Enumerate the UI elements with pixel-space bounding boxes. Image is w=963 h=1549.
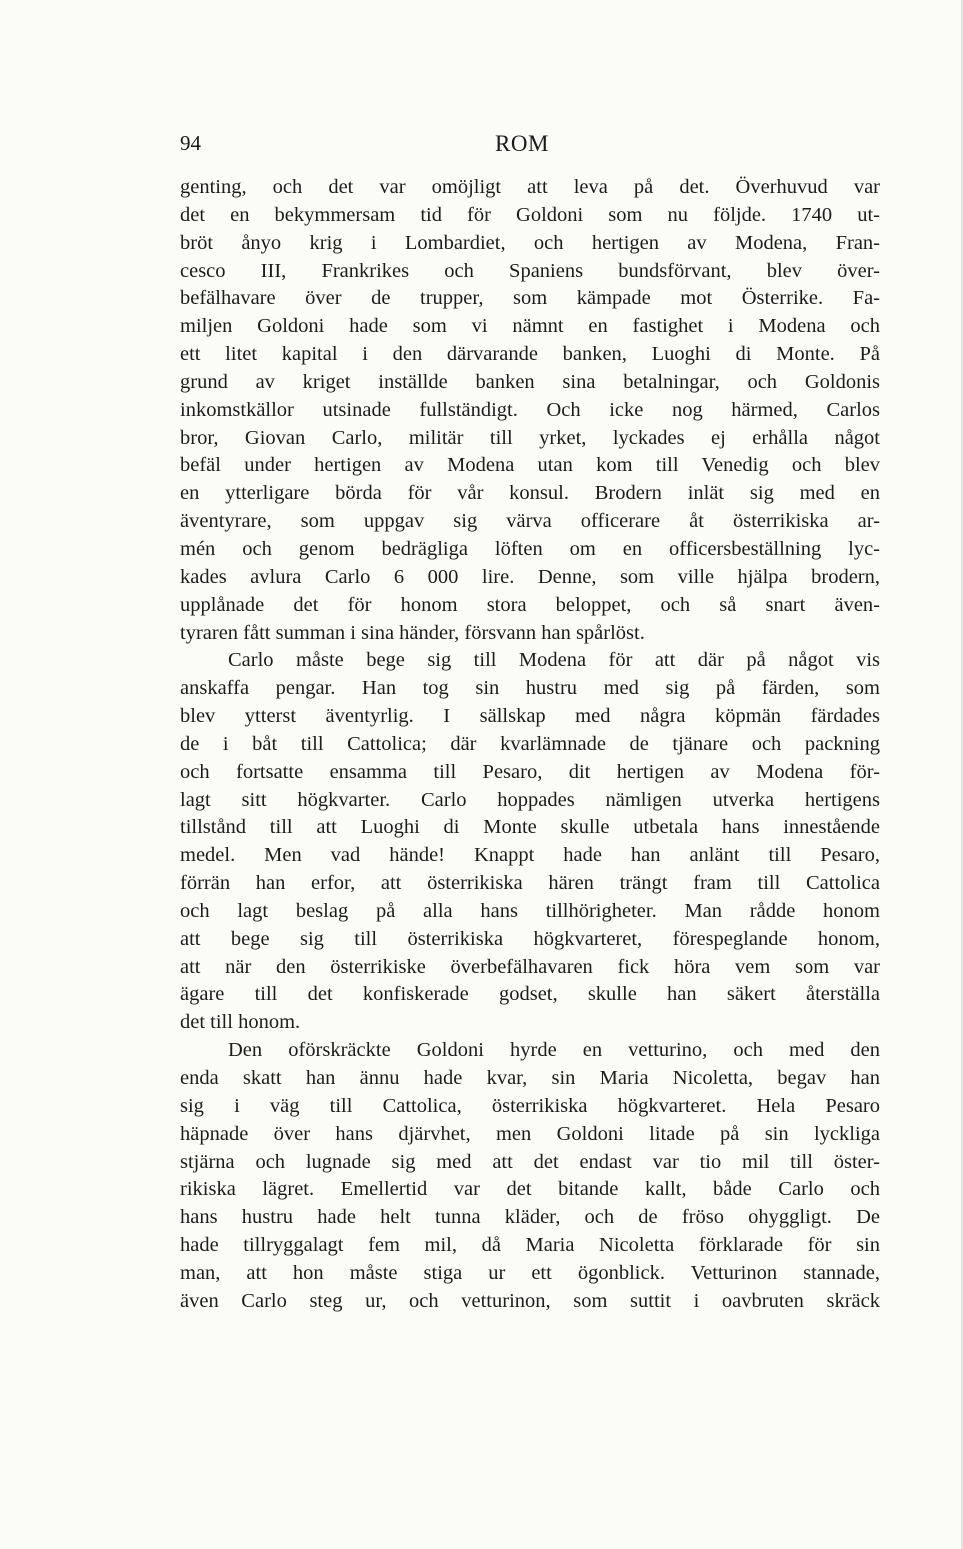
text-line: ett litet kapital i den därvarande banken, Luoghi di Monte. På — [180, 343, 880, 366]
text-line: bror, Giovan Carlo, militär till yrket, lyckades ej erhålla något — [180, 426, 880, 449]
paragraph — [180, 174, 880, 647]
text-line: det en bekymmersam tid för Goldoni som nu följde. 1740 ut- — [180, 203, 880, 226]
text-line: sig i väg till Cattolica, österrikiska högkvarteret. Hela Pesaro — [180, 1094, 880, 1117]
page-header — [180, 131, 880, 163]
text-line: de i båt till Cattolica; där kvarlämnade de tjänare och packning — [180, 732, 880, 755]
text-line: en ytterligare börda för vår konsul. Brodern inlät sig med en — [180, 482, 880, 505]
text-line: befäl under hertigen av Modena utan kom till Venedig och blev — [180, 454, 880, 477]
text-line: kades avlura Carlo 6 000 lire. Denne, som ville hjälpa brodern, — [180, 565, 880, 588]
page-number: 94 — [180, 131, 201, 155]
text-line: häpnade över hans djärvhet, men Goldoni litade på sin lyckliga — [180, 1122, 880, 1145]
text-line: rikiska lägret. Emellertid var det bitande kallt, både Carlo och — [180, 1178, 880, 1201]
text-line: inkomstkällor utsinade fullständigt. Och icke nog härmed, Carlos — [180, 398, 880, 421]
body-text — [180, 174, 880, 1316]
text-line: genting, och det var omöjligt att leva på det. Överhuvud var — [180, 176, 880, 198]
text-line: grund av kriget inställde banken sina betalningar, och Goldonis — [180, 370, 880, 393]
text-line: upplånade det för honom stora beloppet, och så snart även- — [180, 593, 880, 616]
text-line: enda skatt han ännu hade kvar, sin Maria Nicoletta, begav han — [180, 1067, 880, 1089]
text-line: medel. Men vad hände! Knappt hade han anlänt till Pesaro, — [180, 844, 880, 867]
text-line: blev ytterst äventyrlig. I sällskap med några köpmän färdades — [180, 705, 880, 728]
text-line: hans hustru hade helt tunna kläder, och de fröso ohyggligt. De — [180, 1206, 880, 1229]
text-line: att bege sig till österrikiska högkvarteret, förespeglande honom, — [180, 927, 880, 950]
text-line: befälhavare över de trupper, som kämpade mot Österrike. Fa- — [180, 287, 880, 310]
text-line: tyraren fått summan i sina händer, försvann han spårlöst. — [180, 621, 645, 644]
text-line: tillstånd till att Luoghi di Monte skulle utbetala hans innestående — [180, 816, 880, 839]
text-line: och fortsatte ensamma till Pesaro, dit hertigen av Modena för- — [180, 760, 880, 783]
text-line: att när den österrikiske överbefälhavaren fick höra vem som var — [180, 955, 880, 978]
text-line: cesco III, Frankrikes och Spaniens bundsförvant, blev över- — [180, 259, 880, 282]
text-line: och lagt beslag på alla hans tillhörigheter. Man rådde honom — [180, 899, 880, 922]
text-line: även Carlo steg ur, och vetturinon, som suttit i oavbruten skräck — [180, 1289, 880, 1312]
text-line: stjärna och lugnade sig med att det endast var tio mil till öster- — [180, 1150, 880, 1173]
text-line: Carlo måste bege sig till Modena för att där på något vis — [228, 649, 880, 672]
text-line: ägare till det konfiskerade godset, skulle han säkert återställa — [180, 983, 880, 1006]
text-line: bröt ånyo krig i Lombardiet, och hertigen av Modena, Fran- — [180, 231, 880, 254]
text-line: hade tillryggalagt fem mil, då Maria Nicoletta förklarade för sin — [180, 1234, 880, 1257]
text-line: förrän han erfor, att österrikiska hären trängt fram till Cattolica — [180, 872, 880, 895]
text-line: lagt sitt högkvarter. Carlo hoppades nämligen utverka hertigens — [180, 788, 880, 811]
text-line: äventyrare, som uppgav sig värva officerare åt österrikiska ar- — [180, 510, 880, 533]
text-line: man, att hon måste stiga ur ett ögonblick. Vetturinon stannade, — [180, 1261, 880, 1284]
text-line: mén och genom bedrägliga löften om en officersbeställning lyc- — [180, 537, 880, 560]
running-title: ROM — [495, 131, 549, 156]
paragraph — [180, 1037, 880, 1315]
text-line: Den oförskräckte Goldoni hyrde en vetturino, och med den — [228, 1039, 880, 1062]
text-line: det till honom. — [180, 1011, 301, 1034]
paragraph — [180, 647, 880, 1037]
text-line: miljen Goldoni hade som vi nämnt en fastighet i Modena och — [180, 315, 880, 338]
text-line: anskaffa pengar. Han tog sin hustru med sig på färden, som — [180, 677, 880, 700]
